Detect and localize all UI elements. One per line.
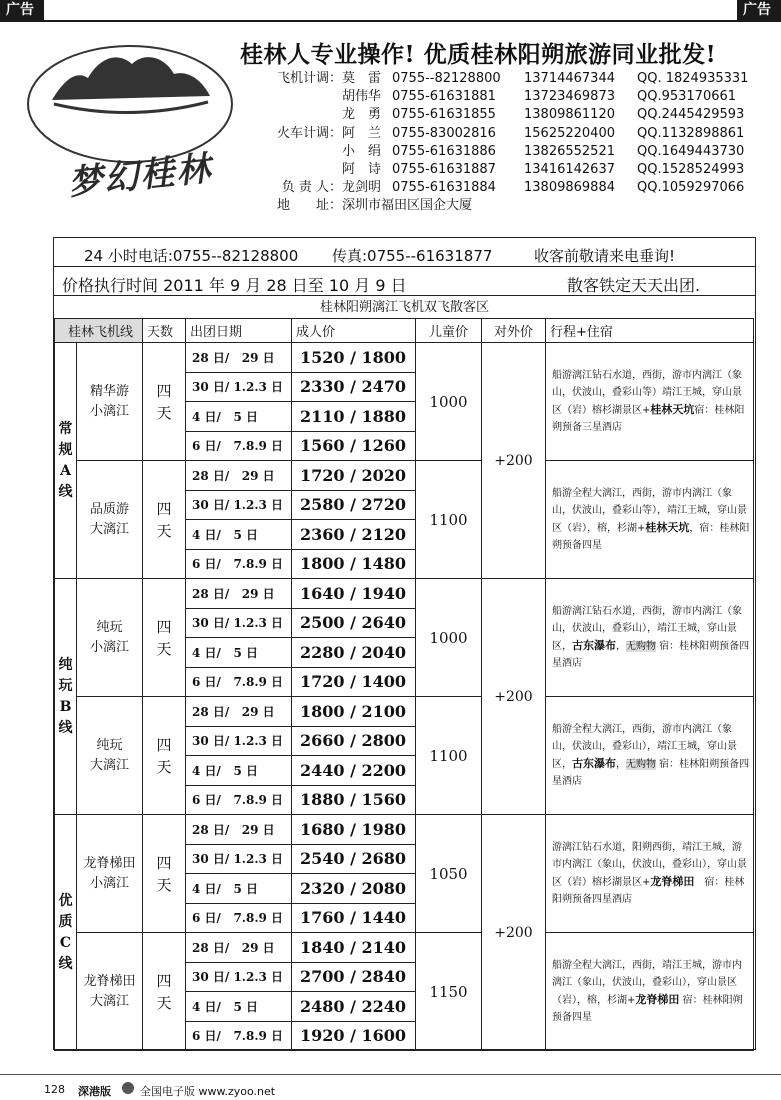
divider — [54, 295, 755, 296]
daily-departure: 散客铁定天天出团. — [567, 276, 701, 295]
route-name — [77, 697, 143, 815]
route-name-line: 小漓江 — [89, 403, 129, 419]
price-period-text: 价格执行时间 2011 年 9 月 28 日至 10 月 9 日 — [62, 276, 407, 295]
line-name-char: 常 — [58, 420, 73, 437]
route-name-line: 纯玩 — [96, 619, 123, 635]
route-name-line: 大漓江 — [89, 521, 129, 537]
itinerary-text: 宿：桂林阳朔预备四星 — [552, 995, 743, 1023]
trip-days — [143, 933, 186, 1051]
trip-days-char: 天 — [156, 757, 172, 776]
adult-price: 2110 / 1880 — [292, 402, 416, 432]
itinerary-text: 船游漓江钻石水道，西街，游市内漓江（象山，伏波山，叠彩山），靖江王城，穿山景区， — [552, 606, 742, 652]
itinerary-text: ， — [616, 641, 626, 652]
line-name-char: A — [60, 462, 71, 479]
trip-days-char: 四 — [156, 617, 172, 636]
departure-date: 6 日/ 7.8.9 日 — [186, 549, 292, 579]
departure-date: 28 日/ 29 日 — [186, 933, 292, 963]
trip-days — [143, 815, 186, 933]
itinerary-text: ，宿：桂林阳朔预备四星 — [552, 523, 750, 551]
adult-price: 2360 / 2120 — [292, 520, 416, 550]
departure-date: 4 日/ 5 日 — [186, 402, 292, 432]
address-row: 地 址： 深圳市福田区国企大厦 — [276, 198, 473, 214]
departure-date: 6 日/ 7.8.9 日 — [186, 431, 292, 461]
child-price: 1100 — [416, 697, 482, 815]
route-name — [77, 933, 143, 1051]
contact-row: 飞机计调： 莫 雷 0755--82128800 13714467344 QQ. 1824935331 — [276, 71, 749, 86]
line-name-char: 线 — [58, 719, 73, 736]
edition-label: 深港版 — [78, 1085, 111, 1098]
col-header-itinerary: 行程+住宿 — [546, 319, 754, 343]
adult-price: 2330 / 2470 — [292, 372, 416, 402]
departure-date: 6 日/ 7.8.9 日 — [186, 667, 292, 697]
line-name-char: 规 — [58, 441, 73, 458]
line-name-char: 纯 — [58, 656, 73, 673]
itinerary — [546, 933, 754, 1051]
trip-days-char: 四 — [156, 499, 172, 518]
line-name — [55, 579, 77, 815]
route-name — [77, 343, 143, 461]
route-name — [77, 579, 143, 697]
adult-price: 1680 / 1980 — [292, 815, 416, 845]
itinerary — [546, 579, 754, 697]
route-name-line: 大漓江 — [89, 757, 129, 773]
line-name-char: 优 — [58, 892, 73, 909]
departure-date: 4 日/ 5 日 — [186, 520, 292, 550]
itinerary-text: 宿：桂林阳朔预备四星酒店 — [552, 759, 750, 787]
ad-tag-right: 广告 — [737, 0, 781, 20]
itinerary-text: 船游全程大漓江，西街，靖江王城，游市内漓江（象山，伏波山，叠彩山），穿山景区（岩），榕，杉湖+ — [552, 960, 742, 1006]
adult-price: 1560 / 1260 — [292, 431, 416, 461]
contact-row: 阿 诗 0755-61631887 13416142637 QQ.1528524993 — [342, 161, 745, 177]
itinerary-highlight: 龙脊梯田 — [635, 993, 680, 1006]
adult-price: 2700 / 2840 — [292, 962, 416, 992]
departure-date: 28 日/ 29 日 — [186, 815, 292, 845]
departure-date: 30 日/ 1.2.3 日 — [186, 608, 292, 638]
trip-days — [143, 697, 186, 815]
trip-days-char: 天 — [156, 993, 172, 1012]
route-name-line: 精华游 — [89, 383, 129, 399]
hotline-note: 收客前敬请来电垂询! — [534, 247, 676, 265]
departure-date: 28 日/ 29 日 — [186, 579, 292, 609]
departure-date: 28 日/ 29 日 — [186, 697, 292, 727]
line-name — [55, 343, 77, 579]
contact-row: 龙 勇 0755-61631855 13809861120 QQ.2445429593 — [342, 107, 745, 123]
departure-date: 4 日/ 5 日 — [186, 756, 292, 786]
trip-days-char: 四 — [156, 381, 172, 400]
route-name-line: 小漓江 — [89, 639, 129, 655]
website-link: 全国电子版 www.zyoo.net — [140, 1085, 276, 1098]
itinerary-text: 船游漓江钻石水道，西街，游市内漓江（象山，伏波山，叠彩山等）靖江王城，穿山景区（岩）榕杉湖景区+ — [552, 370, 742, 416]
child-price: 1150 — [416, 933, 482, 1051]
line-name-char: 质 — [58, 913, 73, 930]
adult-price: 1840 / 2140 — [292, 933, 416, 963]
departure-date: 6 日/ 7.8.9 日 — [186, 1021, 292, 1051]
departure-date: 30 日/ 1.2.3 日 — [186, 372, 292, 402]
route-name-line: 纯玩 — [96, 737, 123, 753]
divider — [54, 266, 755, 267]
contact-row: 胡伟华 0755-61631881 13723469873 QQ.953170661 — [342, 89, 737, 105]
route-name-line: 大漓江 — [89, 993, 129, 1009]
trip-days-char: 四 — [156, 735, 172, 754]
logo-text: 梦幻桂林 — [66, 148, 215, 204]
itinerary-text: 无购物 — [626, 759, 656, 770]
trip-days-char: 四 — [156, 971, 172, 990]
departure-date: 6 日/ 7.8.9 日 — [186, 785, 292, 815]
table-header-row — [55, 319, 754, 343]
globe-icon — [122, 1082, 134, 1094]
departure-date: 30 日/ 1.2.3 日 — [186, 962, 292, 992]
itinerary-highlight: 古东瀑布 — [572, 757, 616, 770]
trip-days-char: 天 — [156, 521, 172, 540]
itinerary-text: 宿：桂林阳朔预备三星酒店 — [552, 405, 745, 433]
route-name-line: 龙脊梯田 — [83, 973, 136, 989]
adult-price: 1720 / 1400 — [292, 667, 416, 697]
departure-date: 28 日/ 29 日 — [186, 343, 292, 373]
col-header-external: 对外价 — [482, 319, 546, 343]
itinerary-highlight: 桂林天坑 — [645, 521, 690, 534]
itinerary-highlight: 古东瀑布 — [572, 639, 616, 652]
col-header-date: 出团日期 — [186, 319, 292, 343]
trip-days — [143, 461, 186, 579]
itinerary-text: 游漓江钻石水道，阳朔西街，靖江王城，游市内漓江（象山，伏波山，叠彩山），穿山景区（岩）榕杉湖景区+ — [552, 842, 747, 888]
adult-price: 2540 / 2680 — [292, 844, 416, 874]
col-header-days: 天数 — [143, 319, 186, 343]
company-logo — [24, 40, 236, 204]
route-name — [77, 815, 143, 933]
child-price: 1050 — [416, 815, 482, 933]
adult-price: 2500 / 2640 — [292, 608, 416, 638]
itinerary — [546, 343, 754, 461]
price-board — [53, 237, 756, 1050]
table-row — [55, 579, 754, 609]
adult-price: 1800 / 1480 — [292, 549, 416, 579]
line-name-char: 线 — [58, 483, 73, 500]
trip-days — [143, 579, 186, 697]
footer-rule — [0, 1074, 781, 1075]
trip-days-char: 天 — [156, 875, 172, 894]
itinerary-text: 无购物 — [626, 641, 656, 652]
child-price: 1000 — [416, 343, 482, 461]
external-markup: +200 — [482, 579, 546, 815]
table-row — [55, 461, 754, 491]
departure-date: 30 日/ 1.2.3 日 — [186, 726, 292, 756]
itinerary-highlight: 龙脊梯田 — [650, 875, 695, 888]
route-name-line: 小漓江 — [89, 875, 129, 891]
itinerary-text: 宿：桂林阳朔预备四星酒店 — [552, 877, 745, 905]
external-markup: +200 — [482, 343, 546, 579]
line-name-char: B — [59, 698, 72, 715]
table-row — [55, 815, 754, 845]
contact-row: 负 责 人： 龙剑明 0755-61631884 13809869884 QQ.1059297066 — [281, 180, 745, 196]
line-name-char: 线 — [58, 955, 73, 972]
line-name-char: C — [59, 934, 72, 951]
departure-date: 30 日/ 1.2.3 日 — [186, 844, 292, 874]
departure-date: 4 日/ 5 日 — [186, 992, 292, 1022]
trip-days-char: 四 — [156, 853, 172, 872]
adult-price: 1520 / 1800 — [292, 343, 416, 373]
trip-days-char: 天 — [156, 639, 172, 658]
child-price: 1000 — [416, 579, 482, 697]
departure-date: 4 日/ 5 日 — [186, 638, 292, 668]
adult-price: 2320 / 2080 — [292, 874, 416, 904]
departure-date: 4 日/ 5 日 — [186, 874, 292, 904]
itinerary — [546, 815, 754, 933]
child-price: 1100 — [416, 461, 482, 579]
adult-price: 2280 / 2040 — [292, 638, 416, 668]
line-name-char: 玩 — [58, 677, 73, 694]
route-name-line: 品质游 — [89, 501, 129, 517]
contact-row: 小 绢 0755-61631886 13826552521 QQ.1649443730 — [342, 143, 745, 159]
adult-price: 1760 / 1440 — [292, 903, 416, 933]
price-table — [54, 318, 754, 1051]
adult-price: 1800 / 2100 — [292, 697, 416, 727]
external-markup: +200 — [482, 815, 546, 1051]
line-name — [55, 815, 77, 1051]
page-number: 128 — [44, 1083, 65, 1096]
adult-price: 1880 / 1560 — [292, 785, 416, 815]
itinerary-text: 船游全程大漓江，西街，游市内漓江（象山，伏波山，叠彩山等），靖江王城，穿山景区（岩），榕，杉湖+ — [552, 488, 747, 534]
departure-date: 28 日/ 29 日 — [186, 461, 292, 491]
route-name — [77, 461, 143, 579]
contact-list — [274, 70, 777, 216]
adult-price: 2480 / 2240 — [292, 992, 416, 1022]
contact-row: 火车计调： 阿 兰 0755-83002816 15625220400 QQ.1132898861 — [276, 125, 745, 141]
trip-days-char: 天 — [156, 403, 172, 422]
table-row — [55, 933, 754, 963]
hotline-phone: 24 小时电话:0755--82128800 — [84, 247, 299, 265]
price-period — [62, 273, 701, 296]
itinerary-text: ， — [616, 759, 626, 770]
ad-tag-left: 广告 — [0, 0, 44, 20]
col-header-line: 桂林飞机线 — [55, 319, 143, 343]
adult-price: 2660 / 2800 — [292, 726, 416, 756]
table-row — [55, 343, 754, 373]
itinerary-text: 船游全程大漓江，西街，游市内漓江（象山，伏波山，叠彩山），靖江王城，穿山景区， — [552, 724, 737, 770]
col-header-child: 儿童价 — [416, 319, 482, 343]
adult-price: 1720 / 2020 — [292, 461, 416, 491]
hotline-fax: 传真:0755--61631877 — [332, 247, 493, 265]
itinerary — [546, 461, 754, 579]
table-row — [55, 697, 754, 727]
adult-price: 2440 / 2200 — [292, 756, 416, 786]
adult-price: 2580 / 2720 — [292, 490, 416, 520]
trip-days — [143, 343, 186, 461]
adult-price: 1640 / 1940 — [292, 579, 416, 609]
itinerary-text: 宿：桂林阳朔预备四星酒店 — [552, 641, 750, 669]
itinerary-highlight: 桂林天坑 — [650, 403, 695, 416]
departure-date: 30 日/ 1.2.3 日 — [186, 490, 292, 520]
route-name-line: 龙脊梯田 — [83, 855, 136, 871]
col-header-adult: 成人价 — [292, 319, 416, 343]
header-rule — [0, 20, 781, 22]
section-title: 桂林阳朔漓江飞机双飞散客区 — [319, 300, 489, 315]
departure-date: 6 日/ 7.8.9 日 — [186, 903, 292, 933]
adult-price: 1920 / 1600 — [292, 1021, 416, 1051]
hotline-bar — [84, 245, 676, 266]
itinerary — [546, 697, 754, 815]
headline: 桂林人专业操作! 优质桂林阳朔旅游同业批发! — [240, 41, 717, 68]
